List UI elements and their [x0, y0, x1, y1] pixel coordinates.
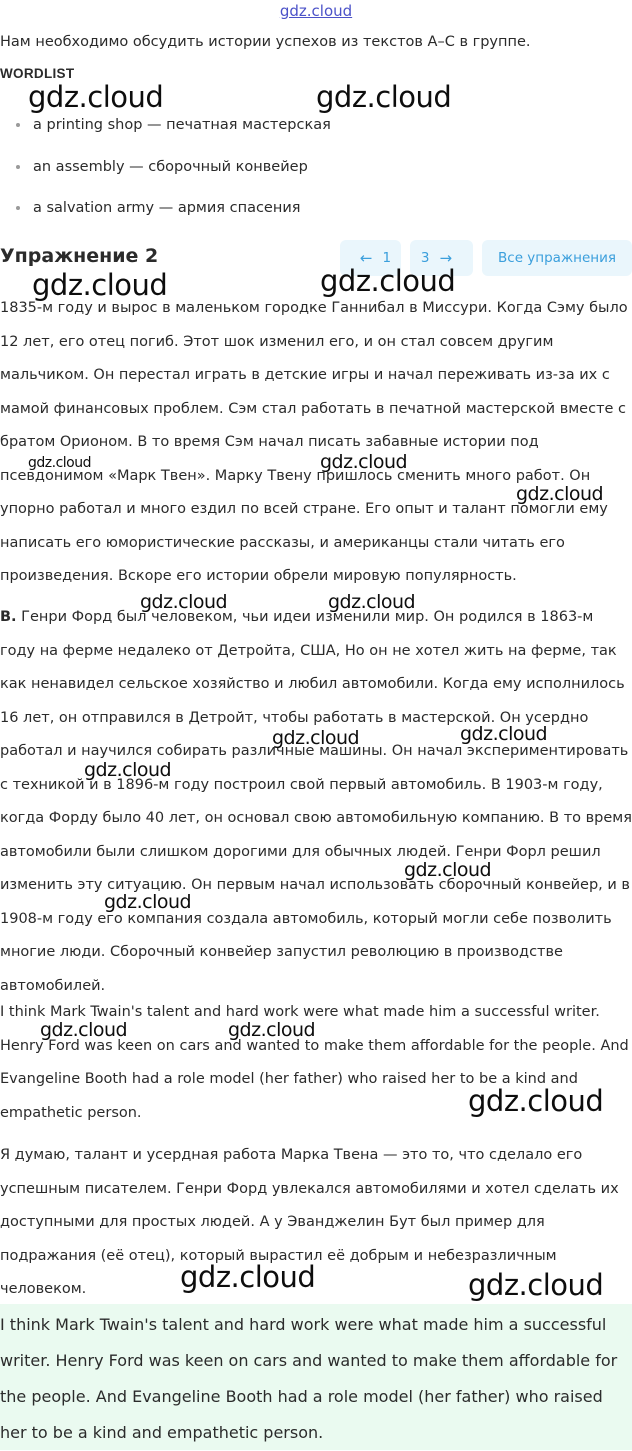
watermark: gdz.cloud	[316, 80, 452, 114]
watermark: gdz.cloud	[272, 727, 360, 749]
watermark: gdz.cloud	[84, 759, 172, 781]
arrow-right-icon: →	[439, 249, 453, 267]
watermark: gdz.cloud	[140, 591, 228, 613]
watermark: gdz.cloud	[32, 268, 168, 302]
watermark: gdz.cloud	[228, 1019, 316, 1041]
wordlist-item-text: an assembly — сборочный конвейер	[33, 158, 308, 175]
text-a-translation: 1835-м году и вырос в маленьком городке Ганнибал в Миссури. Когда Сэму было 12 лет, его отец погиб. Этот шок изменил его, и он стал совсем другим мальчиком. Он перестал играть в детские игры и начал переживать из-за их с мамой финансовых проблем. Сэм стал работать в печатной мастерской вместе с братом Орионом. В то время Сэм начал писать забавные истории под псевдонимом «Марк Твен». Марку Твену пришлось сменить много работ. Он упорно работал и много ездил по всей стране. Его опыт и талант помогли ему написать его юмористические рассказы, и американцы стали читать его произведения. Вскоре его истории обрели мировую популярность.	[0, 300, 628, 584]
watermark: gdz.cloud	[320, 451, 408, 473]
bullet-icon	[16, 165, 20, 169]
watermark: gdz.cloud	[28, 455, 91, 471]
wordlist-item-text: a printing shop — печатная мастерская	[33, 117, 331, 133]
answer-russian: Я думаю, талант и усердная работа Марка Твена — это то, что сделало его успешным писателем. Генри Форд увлекался автомобилями и хотел сделать их доступными для простых людей. А у Эванджелин Бут был пример для подражания (её отец), который вырастил её добрым и небезразличным человеком.	[0, 1147, 619, 1297]
wordlist-item-text: a salvation army — армия спасения	[33, 200, 301, 216]
answer-english: I think Mark Twain's talent and hard work were what made him a successful writer. Henry Ford was keen on cars and wanted to make them affordable for the people. And Evangeline Booth had a role model (her father) who raised her to be a kind and empathetic person.	[0, 1004, 629, 1121]
watermark: gdz.cloud	[40, 1019, 128, 1041]
wordlist-title: WORDLIST	[0, 66, 75, 81]
watermark: gdz.cloud	[180, 1260, 316, 1294]
bullet-icon	[16, 123, 20, 127]
watermark: gdz.cloud	[320, 264, 456, 298]
wordlist	[0, 112, 632, 237]
bullet-icon	[16, 206, 20, 210]
watermark: gdz.cloud	[328, 591, 416, 613]
wordlist-item	[0, 112, 632, 154]
watermark: gdz.cloud	[104, 891, 192, 913]
text-b-body: Генри Форд был человеком, чьи идеи изменили мир. Он родился в 1863-м году на ферме недалеко от Детройта, США, Но он не хотел жить на ферме, так как ненавидел сельское хозяйство и любил автомобили. Когда ему исполнилось 16 лет, он отправился в Детройт, чтобы работать в мастерской. Он усердно работал и научился собирать различные машины. Он начал экспериментировать с техникой и в 1896-м году построил свой первый автомобиль. В 1903-м году, когда Форду было 40 лет, он основал свою автомобильную компанию. В то время автомобили были слишком дорогими для обычных людей. Генри Форл решил изменить эту ситуацию. Он первым начал использовать сборочный конвейер, и в 1908-м году его компания создала автомобиль, который могли себе позволить многие люди. Сборочный конвейер запустил революцию в производстве автомобилей.	[0, 609, 632, 994]
all-exercises-button[interactable]: Все упражнения	[482, 240, 632, 276]
watermark: gdz.cloud	[404, 859, 492, 881]
watermark: gdz.cloud	[468, 1268, 604, 1302]
wordlist-item	[0, 154, 632, 196]
watermark: gdz.cloud	[460, 723, 548, 745]
watermark: gdz.cloud	[468, 1084, 604, 1118]
exercise-title: Упражнение 2	[0, 245, 159, 267]
site-link[interactable]: gdz.cloud	[279, 2, 353, 20]
text-b-letter: B.	[0, 609, 17, 625]
next-exercise-button[interactable]	[410, 240, 473, 276]
prev-exercise-label: 1	[382, 250, 392, 266]
next-exercise-label: 3	[420, 250, 430, 266]
answer-box-text: I think Mark Twain's talent and hard work were what made him a successful writer. Henry Ford was keen on cars and wanted to make them affordable for the people. And Evangeline Booth had a role model (her father) who raised her to be a kind and empathetic person.	[0, 1315, 618, 1442]
intro-text: Нам необходимо обсудить истории успехов из текстов A–C в группе.	[0, 34, 531, 50]
prev-exercise-button[interactable]	[340, 240, 401, 276]
watermark: gdz.cloud	[28, 80, 164, 114]
watermark: gdz.cloud	[516, 483, 604, 505]
answer-box	[0, 1304, 632, 1450]
wordlist-item	[0, 195, 632, 237]
arrow-left-icon: ←	[359, 249, 373, 267]
text-b-translation	[0, 601, 632, 1003]
